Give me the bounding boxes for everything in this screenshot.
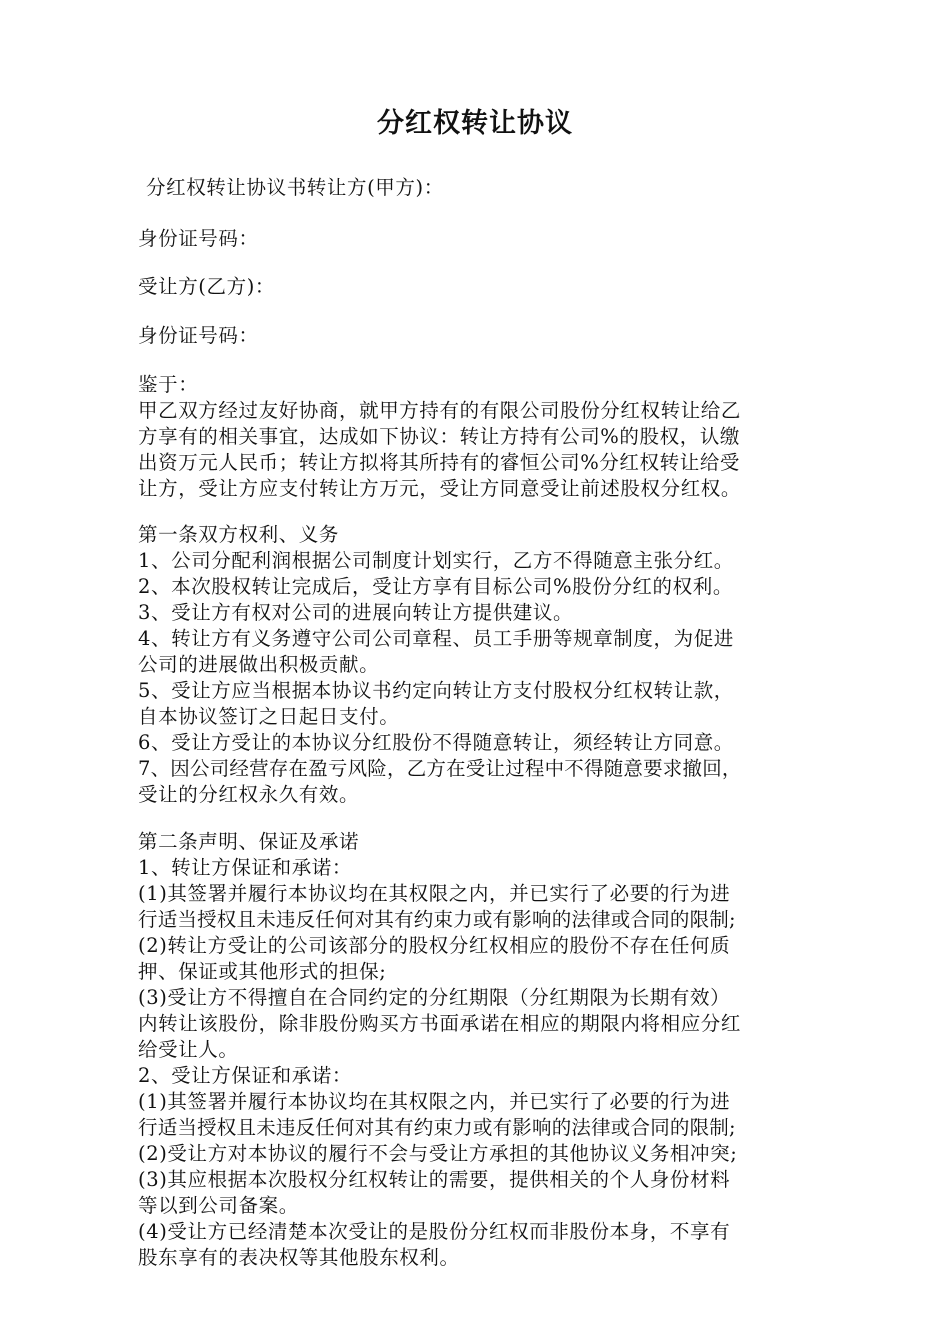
article2-line: (1)其签署并履行本协议均在其权限之内，并已实行了必要的行为进 bbox=[138, 1090, 731, 1113]
transferor-id-field: 身份证号码： bbox=[138, 227, 259, 250]
article1-line: 自本协议签订之日起日支付。 bbox=[138, 705, 400, 728]
article2-line: 内转让该股份，除非股份购买方书面承诺在相应的期限内将相应分红 bbox=[138, 1012, 742, 1035]
article2-line: 给受让人。 bbox=[138, 1038, 239, 1061]
article2-line: 股东享有的表决权等其他股东权利。 bbox=[138, 1246, 460, 1269]
article1-line: 6、受让方受让的本协议分红股份不得随意转让，须经转让方同意。 bbox=[138, 731, 734, 754]
article2-line: 押、保证或其他形式的担保; bbox=[138, 960, 387, 983]
article1-line: 7、因公司经营存在盈亏风险，乙方在受让过程中不得随意要求撤回， bbox=[138, 757, 742, 780]
article2-line: 2、受让方保证和承诺： bbox=[138, 1064, 353, 1087]
recital-line: 方享有的相关事宜，达成如下协议：转让方持有公司%的股权，认缴 bbox=[138, 425, 741, 448]
article2-line: (1)其签署并履行本协议均在其权限之内，并已实行了必要的行为进 bbox=[138, 882, 731, 905]
article1-line: 1、公司分配利润根据公司制度计划实行，乙方不得随意主张分红。 bbox=[138, 549, 734, 572]
recital-line: 出资万元人民币；转让方拟将其所持有的睿恒公司%分红权转让给受 bbox=[138, 451, 741, 474]
article1-line: 4、转让方有义务遵守公司公司章程、员工手册等规章制度，为促进 bbox=[138, 627, 734, 650]
transferee-id-field: 身份证号码： bbox=[138, 324, 259, 347]
article1-line: 5、受让方应当根据本协议书约定向转让方支付股权分红权转让款， bbox=[138, 679, 734, 702]
article2-line: (2)转让方受让的公司该部分的股权分红权相应的股份不存在任何质 bbox=[138, 934, 731, 957]
article2-line: (4)受让方已经清楚本次受让的是股份分红权而非股份本身，不享有 bbox=[138, 1220, 731, 1243]
article1-line: 公司的进展做出积极贡献。 bbox=[138, 653, 380, 676]
article2-line: (3)受让方不得擅自在合同约定的分红期限（分红期限为长期有效） bbox=[138, 986, 731, 1009]
article1-heading: 第一条双方权利、义务 bbox=[138, 523, 340, 546]
article2-line: 行适当授权且未违反任何对其有约束力或有影响的法律或合同的限制; bbox=[138, 1116, 736, 1139]
transferor-field: 分红权转让协议书转让方(甲方)： bbox=[146, 176, 444, 199]
transferee-field: 受让方(乙方)： bbox=[138, 275, 276, 298]
article2-line: 行适当授权且未违反任何对其有约束力或有影响的法律或合同的限制; bbox=[138, 908, 736, 931]
recital-line: 甲乙双方经过友好协商，就甲方持有的有限公司股份分红权转让给乙 bbox=[138, 399, 742, 422]
article2-line: 等以到公司备案。 bbox=[138, 1194, 299, 1217]
article2-line: (2)受让方对本协议的履行不会与受让方承担的其他协议义务相冲突; bbox=[138, 1142, 738, 1165]
article1-line: 受让的分红权永久有效。 bbox=[138, 783, 360, 806]
article2-heading: 第二条声明、保证及承诺 bbox=[138, 830, 360, 853]
recital-line: 让方，受让方应支付转让方万元，受让方同意受让前述股权分红权。 bbox=[138, 477, 742, 500]
document-title: 分红权转让协议 bbox=[377, 108, 573, 139]
article1-line: 3、受让方有权对公司的进展向转让方提供建议。 bbox=[138, 601, 574, 624]
recital-heading: 鉴于： bbox=[138, 373, 199, 396]
article2-line: (3)其应根据本次股权分红权转让的需要，提供相关的个人身份材料 bbox=[138, 1168, 731, 1191]
article1-line: 2、本次股权转让完成后，受让方享有目标公司%股份分红的权利。 bbox=[138, 575, 733, 598]
article2-line: 1、转让方保证和承诺： bbox=[138, 856, 353, 879]
